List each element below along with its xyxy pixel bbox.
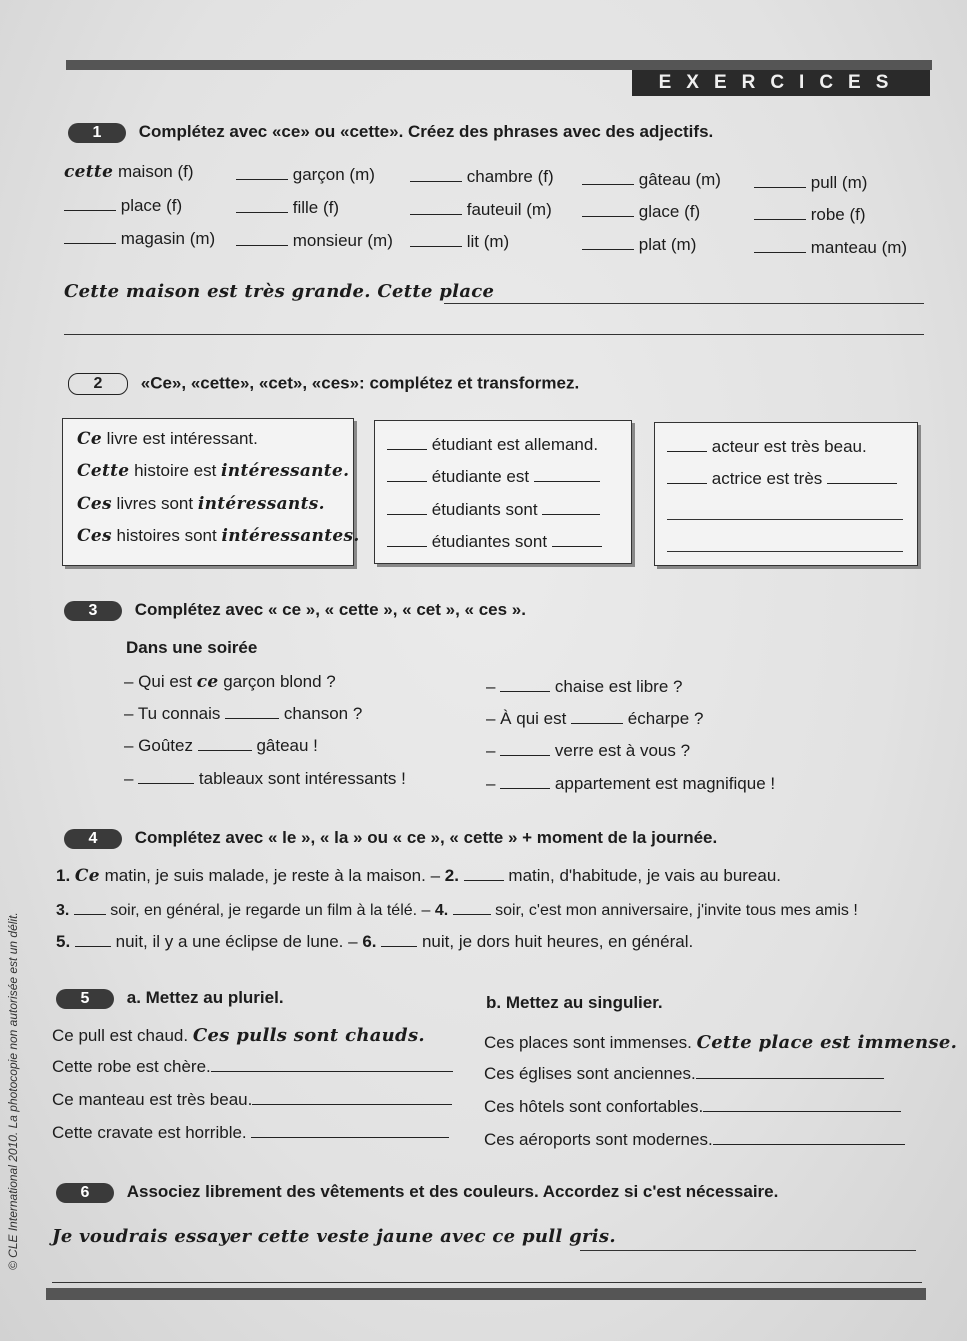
ex6-example-answer: Je voudrais essayer cette veste jaune avec ce pull gris.	[52, 1226, 616, 1247]
ex1-row-2-col-5: robe (f)	[754, 205, 866, 225]
ex3-instruction: Complétez avec « ce », « cette », « cet », « ces ».	[134, 600, 526, 619]
ex3-right-1: – chaise est libre ?	[486, 677, 683, 696]
ex5-a-item-4: Cette cravate est horrible.	[52, 1123, 449, 1143]
ex6-answer-line-1	[580, 1250, 916, 1251]
ex5-b-item-1: Ces places sont immenses. Cette place est immense.	[484, 1032, 958, 1053]
ex2-instruction: «Ce», «cette», «cet», «ces»: complétez et transformez.	[140, 373, 580, 393]
ex1-instruction: Complétez avec «ce» ou «cette». Créez des phrases avec des adjectifs.	[138, 122, 714, 141]
ex5-a-item-1: Ce pull est chaud. Ces pulls sont chauds.	[52, 1025, 425, 1046]
ex1-row-1-col-4: gâteau (m)	[582, 170, 721, 190]
ex3-left-1: – Qui est ce garçon blond ?	[124, 672, 336, 692]
ex5-heading-a	[56, 988, 284, 1009]
ex4-line-1: 1. Ce matin, je suis malade, je reste à la maison. – 2. matin, d'habitude, je vais au bureau.	[56, 866, 782, 886]
ex2-number-badge: 2	[68, 373, 128, 395]
ex4-line-2: 3. soir, en général, je regarde un film à la télé. – 4. soir, c'est mon anniversaire, j'invite tous mes amis !	[56, 902, 858, 919]
ex5-b-title: b. Mettez au singulier.	[486, 993, 663, 1012]
ex1-number-badge: 1	[68, 123, 126, 143]
ex5-b-item-4: Ces aéroports sont modernes.	[484, 1130, 905, 1150]
ex5-b-item-2: Ces églises sont anciennes.	[484, 1064, 884, 1084]
ex1-row-1-col-3: chambre (f)	[410, 167, 554, 187]
ex5-b-item-3: Ces hôtels sont confortables.	[484, 1097, 901, 1117]
ex6-heading	[56, 1182, 778, 1203]
ex1-example-answer: Cette maison est très grande. Cette place	[64, 281, 495, 302]
ex1-answer-line-2	[64, 334, 924, 335]
ex3-heading	[64, 600, 526, 621]
ex1-row-2-col-2: fille (f)	[236, 198, 339, 218]
ex1-row-1-col-2: garçon (m)	[236, 165, 375, 185]
ex1-row-3-col-1: magasin (m)	[64, 229, 215, 249]
ex5-a-item-2: Cette robe est chère.	[52, 1057, 453, 1077]
ex6-number-badge: 6	[56, 1183, 114, 1203]
ex1-row-1-col-1: cette maison (f)	[64, 162, 194, 182]
ex5-a-title: a. Mettez au pluriel.	[126, 988, 284, 1007]
ex1-heading	[68, 122, 713, 143]
copyright-notice: © CLE International 2010. La photocopie non autorisée est un délit.	[6, 912, 20, 1270]
ex1-row-3-col-3: lit (m)	[410, 232, 509, 252]
ex6-answer-line-2	[52, 1282, 922, 1283]
ex1-row-1-col-5: pull (m)	[754, 173, 867, 193]
ex1-row-3-col-4: plat (m)	[582, 235, 696, 255]
ex3-left-4: – tableaux sont intéressants !	[124, 769, 406, 788]
bottom-rule	[46, 1288, 926, 1300]
ex2-example-box: Ce livre est intéressant. Cette histoire est intéressante. Ces livres sont intéressants. Ces histoires sont intéressantes.	[62, 418, 354, 566]
ex3-right-4: – appartement est magnifique !	[486, 774, 776, 793]
ex4-line-3: 5. nuit, il y a une éclipse de lune. – 6. nuit, je dors huit heures, en général.	[56, 932, 694, 951]
ex2-heading	[68, 373, 579, 395]
ex4-heading	[64, 828, 717, 849]
ex1-row-2-col-1: place (f)	[64, 196, 182, 216]
ex3-number-badge: 3	[64, 601, 122, 621]
ex3-left-3: – Goûtez gâteau !	[124, 736, 318, 755]
ex5-number-badge: 5	[56, 989, 114, 1009]
ex2-acteur-box: acteur est très beau. actrice est très	[654, 422, 918, 566]
ex3-right-3: – verre est à vous ?	[486, 741, 691, 760]
section-header: EXERCICES	[632, 70, 930, 96]
ex5-a-item-3: Ce manteau est très beau.	[52, 1090, 452, 1110]
ex1-row-3-col-2: monsieur (m)	[236, 231, 393, 251]
ex3-left-2: – Tu connais chanson ?	[124, 704, 363, 723]
ex1-row-3-col-5: manteau (m)	[754, 238, 907, 258]
ex4-instruction: Complétez avec « le », « la » ou « ce », « cette » + moment de la journée.	[134, 828, 718, 847]
ex3-right-2: – À qui est écharpe ?	[486, 709, 704, 728]
ex1-answer-line-1	[444, 303, 924, 304]
ex2-etudiant-box: étudiant est allemand. étudiante est étudiants sont étudiantes sont	[374, 420, 632, 564]
ex1-row-2-col-3: fauteuil (m)	[410, 200, 552, 220]
ex1-row-2-col-4: glace (f)	[582, 202, 700, 222]
ex6-instruction: Associez librement des vêtements et des couleurs. Accordez si c'est nécessaire.	[126, 1182, 779, 1201]
ex4-number-badge: 4	[64, 829, 122, 849]
ex3-subtitle: Dans une soirée	[126, 638, 258, 657]
top-rule	[66, 60, 932, 70]
